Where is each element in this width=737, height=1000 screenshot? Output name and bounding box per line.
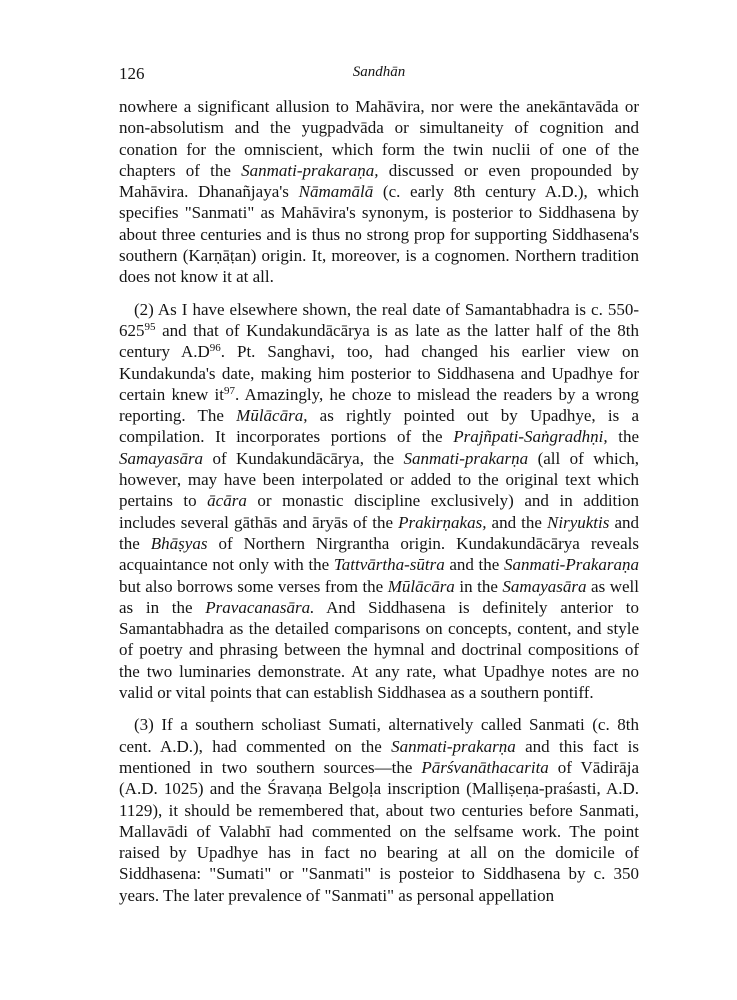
italic-title: Sanmati-prakarṇa — [391, 736, 516, 756]
italic-title: Samayasāra — [119, 448, 204, 468]
text-run: but also borrows some verses from the — [119, 576, 388, 596]
paragraph-point-2 — [119, 299, 639, 704]
text-run: and this fact is mentioned in two southern sources—the — [119, 736, 639, 777]
text-run: in the — [454, 576, 503, 596]
running-head: Sandhān — [352, 64, 406, 80]
text-run: of Vādirāja (A.D. 1025) and the Śravaṇa Belgoḷa inscription (Malliṣeṇa-praśasti, A.D. 1129), it should be remembered that, about two centuries before Sanmati, Mallavādi of Valabhī had commented on the selfsame work. The point raised by Upadhye has in fact no bearing at all on the domicile of Siddhasena: "Sumati" or "Sanmati" is posteior to Siddhasena by c. 350 years. The later prevalence of "Sanmati" as personal appellation — [119, 757, 639, 905]
text-run: as rightly pointed out by Upadhye, is a compilation. It incorporates portions of the — [119, 406, 639, 447]
text-run: and the — [444, 555, 504, 575]
italic-title: Prakirṇakas, — [398, 512, 487, 532]
text-run: of Kundakundācārya, the — [203, 448, 404, 468]
text-run: the — [607, 427, 639, 447]
text-run: discussed or even propounded by Mahāvira. Dhanañjaya's — [119, 160, 639, 202]
text-run: nowhere a significant allusion to Mahāvira, nor were the anekāntavāda or non-absolutism and the yugpadvāda or simultaneity of cognition and conation for the omniscient, which form the twin nuclii of one of the chapters of the — [119, 97, 639, 180]
text-run: and the — [486, 512, 548, 532]
text-run: and the — [119, 512, 640, 553]
text-run: as well as in the — [119, 576, 639, 617]
text-run: (2) As I have elsewhere shown, the real date of Samantabhadra is c. 550-625 — [119, 299, 639, 340]
paragraph-point-3 — [119, 714, 639, 906]
text-run: of Northern Nirgrantha origin. Kundakundācārya reveals acquaintance not only with the — [119, 533, 639, 575]
text-run: (c. early 8th century A.D.), which specifies "Sanmati" as Mahāvira's synonym, is posterior to Siddhasena by about three centuries and is thus no strong prop for supporting Siddhasena's southern (Karṇāṭan) origin. It, moreover, is a cognomen. Northern tradition does not know it at all. — [119, 182, 640, 287]
text-run: And Siddhasena is definitely anterior to Samantabhadra as the detailed comparisons on concepts, content, and style of poetry and phrasing between the hymnal and doctrinal compositions of the two luminaries demonstrate. At any rate, what Upadhye notes are no valid or vital points that can establish Siddhasea as a southern pontiff. — [119, 597, 639, 703]
italic-title: Niryuktis — [547, 512, 610, 532]
italic-title: Pārśvanāthacarita — [421, 757, 549, 777]
italic-title: Sanmati-prakarṇa — [403, 448, 529, 468]
italic-title: Mūlācāra, — [236, 406, 308, 426]
text-run: (all of which, however, may have been interpolated or added to the original text which pertains to — [119, 448, 639, 511]
italic-title: Bhāṣyas — [150, 533, 208, 553]
text-run: and that of Kundakundācārya is as late as the latter half of the 8th century A.D — [119, 320, 639, 362]
page-number: 126 — [119, 64, 145, 83]
italic-title: Sanmati-prakaraṇa, — [241, 160, 379, 180]
paragraph-continuation — [119, 96, 639, 288]
italic-title: Nāmamālā — [298, 182, 374, 202]
page-header — [119, 64, 639, 88]
body-text — [119, 96, 639, 917]
text-run: . Pt. Sanghavi, too, had changed his earlier view on Kundakunda's date, making him posterior to Siddhasena and Upadhye for certain knew it — [119, 342, 640, 404]
footnote-ref: 95 — [144, 320, 156, 333]
italic-title: Pravacanasāra. — [205, 597, 315, 617]
footnote-ref: 97 — [224, 384, 235, 397]
text-run: . Amazingly, he choze to mislead the readers by a wrong reporting. The — [119, 384, 639, 426]
footnote-ref: 96 — [209, 342, 221, 355]
italic-title: Prajñpati-Saṅgradhṇi, — [453, 427, 608, 447]
text-run: (3) If a southern scholiast Sumati, alternatively called Sanmati (c. 8th cent. A.D.), had commented on the — [119, 715, 639, 756]
italic-title: Mūlācāra — [387, 576, 455, 596]
italic-title: Samayasāra — [502, 576, 587, 596]
italic-term: ācāra — [207, 491, 247, 511]
text-run: or monastic discipline exclusively) and in addition includes several gāthās and āryās of the — [119, 491, 639, 532]
italic-title: Tattvārtha-sūtra — [333, 555, 445, 575]
italic-title: Sanmati-Prakaraṇa — [503, 555, 639, 575]
